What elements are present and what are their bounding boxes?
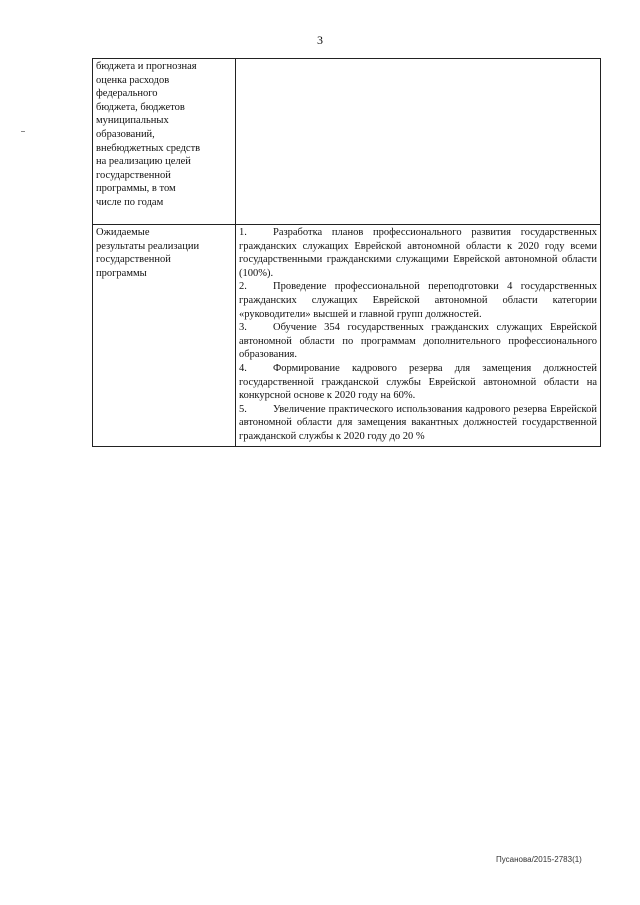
budget-label-line: образований, xyxy=(96,128,155,140)
result-text: Обучение 354 государственных гражданских служащих Еврейской автономной области по программам дополнительного профессионального образования. xyxy=(239,322,597,361)
result-text: Формирование кадрового резерва для замещения должностей государственной гражданской службы Еврейской автономной области на конкурсной основе к 2020 году на 60%. xyxy=(239,362,597,402)
budget-label-line: на реализацию целей xyxy=(96,156,191,168)
table-row-results xyxy=(93,225,601,447)
results-list-cell xyxy=(236,225,601,447)
result-number: 5. xyxy=(239,403,247,415)
budget-value-cell xyxy=(236,59,601,225)
result-number: 4. xyxy=(239,362,247,374)
table-row-budget xyxy=(93,59,601,225)
budget-label-cell xyxy=(93,59,236,225)
scan-mark xyxy=(21,131,25,132)
budget-label-line: бюджета и прогнозная xyxy=(96,61,197,72)
result-number: 2. xyxy=(239,281,247,293)
result-item xyxy=(239,362,597,403)
results-label-cell xyxy=(93,225,236,447)
results-label-line: результаты реализации xyxy=(96,240,200,252)
result-item xyxy=(239,280,597,321)
budget-label-line: муниципальных xyxy=(96,115,169,127)
result-item xyxy=(239,403,597,444)
document-footer-code: Пусанова/2015-2783(1) xyxy=(496,855,582,864)
program-passport-table xyxy=(92,58,601,447)
budget-label-line: бюджета, бюджетов xyxy=(96,101,185,113)
budget-label-line: числе по годам xyxy=(96,196,164,208)
result-text: Проведение профессиональной переподготовки 4 государственных гражданских служащих Еврейской автономной области категории «руководители» высшей и главной групп должностей. xyxy=(239,281,597,320)
budget-label-line: федерального xyxy=(96,88,158,100)
budget-label-line: программы, в том xyxy=(96,183,176,195)
budget-label-line: государственной xyxy=(96,169,171,181)
result-number: 3. xyxy=(239,322,247,334)
result-text: Увеличение практического использования кадрового резерва Еврейской автономной области для замещения вакантных должностей государственной гражданской службы к 2020 году до 20 % xyxy=(239,403,597,442)
result-number: 1. xyxy=(239,227,247,238)
result-text: Разработка планов профессионального развития государственных гражданских служащих Еврейской автономной области к 2020 году всеми государственными гражданскими служащими Еврейской автономной области (100%). xyxy=(239,227,597,279)
results-label-line: программы xyxy=(96,267,147,279)
results-label-line: Ожидаемые xyxy=(96,227,150,238)
result-item xyxy=(239,321,597,362)
results-label-line: государственной xyxy=(96,254,171,266)
page-number: 3 xyxy=(317,33,323,47)
result-item xyxy=(239,226,597,280)
budget-label-line: оценка расходов xyxy=(96,74,170,86)
budget-label-line: внебюджетных средств xyxy=(96,142,201,154)
